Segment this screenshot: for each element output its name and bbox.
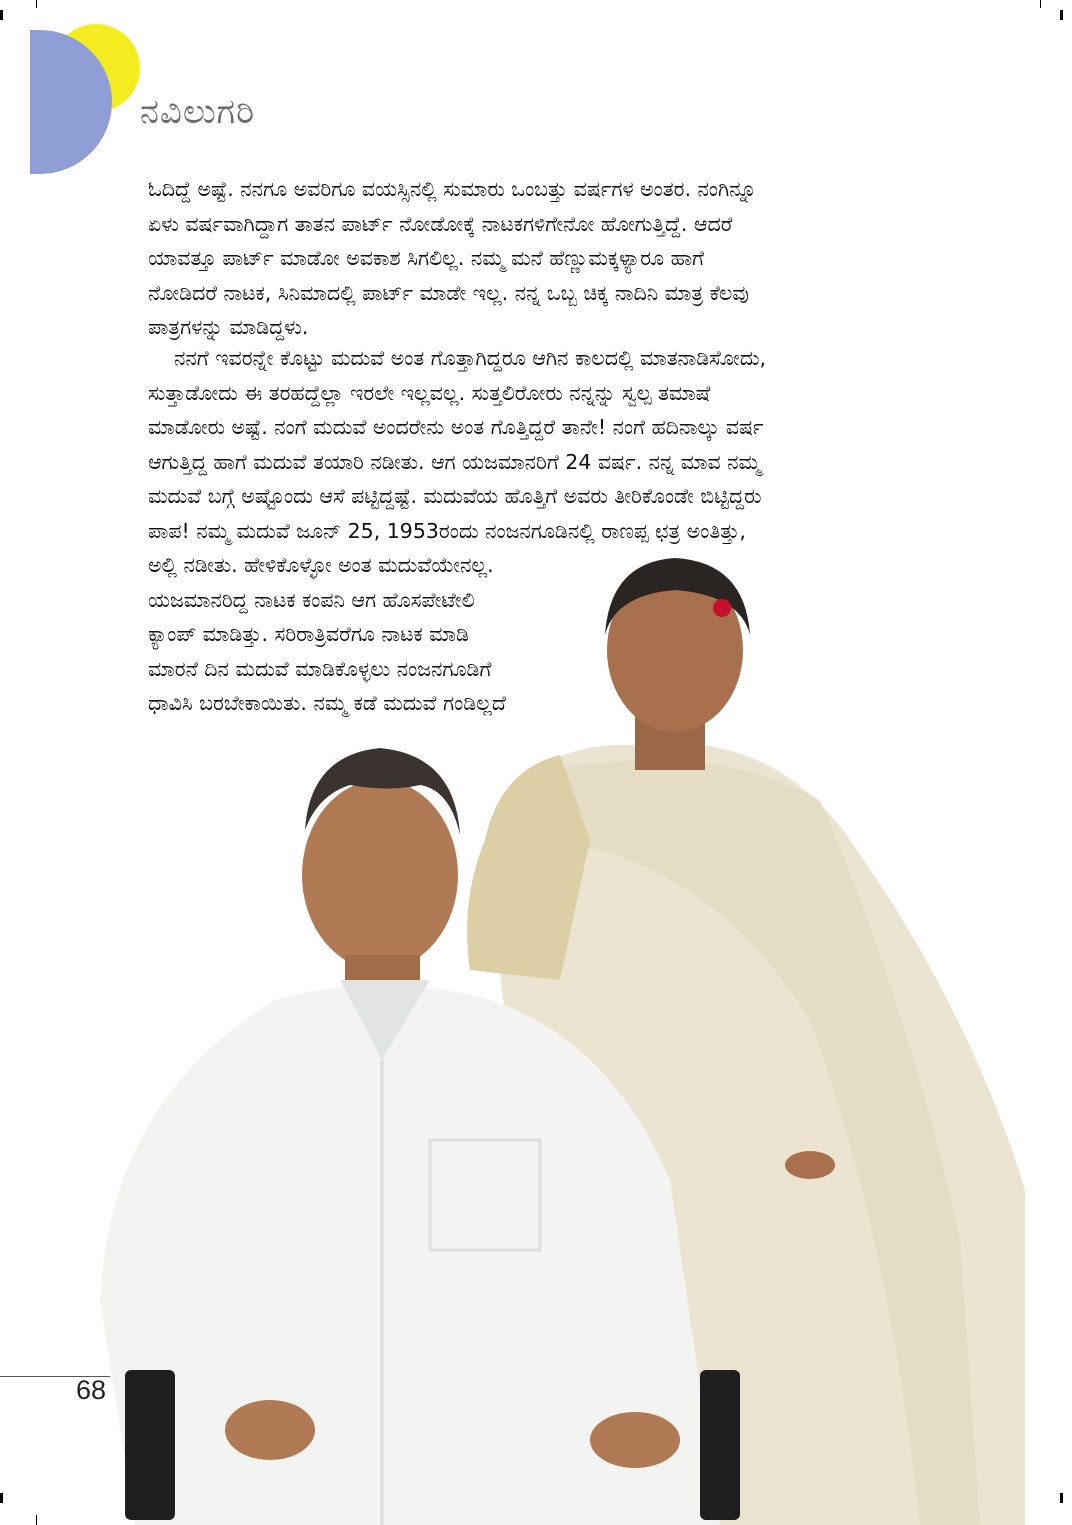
paragraph-2 xyxy=(148,341,948,548)
text-line: ಅಲ್ಲಿ ನಡೀತು. ಹೇಳಿಕೊಳ್ಳೋ ಅಂತ ಮದುವೆಯೇನಲ್ಲ. xyxy=(148,553,494,577)
text-line: ನನಗೆ ಇವರನ್ನೇ ಕೊಟ್ಟು ಮದುವೆ ಅಂತ ಗೊತ್ತಾಗಿದ್ದರೂ ಆಗಿನ ಕಾಲದಲ್ಲಿ ಮಾತನಾಡಿಸೋದು, xyxy=(174,346,767,370)
text-line: ಮಾಡೋರು ಅಷ್ಟೆ. ನಂಗೆ ಮದುವೆ ಅಂದರೇನು ಅಂತ ಗೊತ್ತಿದ್ದರೆ ತಾನೇ! ನಂಗೆ ಹದಿನಾಲ್ಕು ವರ್ಷ xyxy=(148,415,764,439)
section-title: ನವಿಲುಗರಿ xyxy=(140,92,256,132)
text-line: ಪಾಪ! ನಮ್ಮ ಮದುವೆ ಜೂನ್ 25, 1953ರಂದು ನಂಜನಗೂಡಿನಲ್ಲಿ ರಾಣಪ್ಪ ಛತ್ರ ಅಂತಿತ್ತು, xyxy=(148,518,746,543)
text-line: ಯಜಮಾನರಿದ್ದ ನಾಟಕ ಕಂಪನಿ ಆಗ ಹೊಸಪೇಟೇಲಿ xyxy=(148,587,475,612)
text-line: ಕ್ಯಾಂಪ್ ಮಾಡಿತ್ತು. ಸರಿರಾತ್ರಿವರೆಗೂ ನಾಟಕ ಮಾಡಿ xyxy=(148,622,469,646)
text-line: ಏಳು ವರ್ಷವಾಗಿದ್ದಾಗ ತಾತನ ಪಾರ್ಟ್ ನೋಡೋಕ್ಕೆ ನಾಟಕಗಳಿಗೇನೋ ಹೋಗುತ್ತಿದ್ದೆ. ಆದರೆ xyxy=(148,211,733,236)
section-logo-icon xyxy=(0,0,150,190)
text-line: ನೋಡಿದರೆ ನಾಟಕ, ಸಿನಿಮಾದಲ್ಲಿ ಪಾರ್ಟ್ ಮಾಡೇ ಇಲ್ಲ. ನನ್ನ ಒಬ್ಬ ಚಿಕ್ಕ ನಾದಿನಿ ಮಾತ್ರ ಕೆಲವು xyxy=(148,280,749,305)
paragraph-3 xyxy=(148,548,628,721)
text-line: ಮಾರನೆ ದಿನ ಮದುವೆ ಮಾಡಿಕೊಳ್ಳಲು ನಂಜನಗೂಡಿಗೆ xyxy=(148,656,492,681)
crop-mark xyxy=(1060,10,1063,20)
crop-mark xyxy=(1060,1493,1063,1503)
text-line: ಯಾವತ್ತೂ ಪಾರ್ಟ್ ಮಾಡೋ ಅವಕಾಶ ಸಿಗಲಿಲ್ಲ. ನಮ್ಮ ಮನೆ ಹೆಣ್ಣುಮಕ್ಕಳ್ಯಾರೂ ಹಾಗೆ xyxy=(148,246,704,270)
text-line: ಮದುವೆ ಬಗ್ಗೆ ಅಷ್ಟೊಂದು ಆಸೆ ಪಟ್ಟಿದ್ದಷ್ಟೆ. ಮದುವೆಯ ಹೊತ್ತಿಗೆ ಅವರು ತೀರಿಕೊಂಡೇ ಬಿಟ್ಟಿದ್ದರು xyxy=(148,484,762,508)
paragraph-1 xyxy=(148,172,948,345)
crop-mark xyxy=(36,1515,37,1525)
text-line: ಸುತ್ತಾಡೋದು ಈ ತರಹದ್ದೆಲ್ಲಾ ಇರಲೇ ಇಲ್ಲವಲ್ಲ. ಸುತ್ತಲಿರೋರು ನನ್ನನ್ನು ಸ್ವಲ್ಪ ತಮಾಷೆ xyxy=(148,380,711,405)
crop-mark xyxy=(0,1493,3,1503)
page-number: 68 xyxy=(76,1375,107,1405)
text-line: ಧಾವಿಸಿ ಬರಬೇಕಾಯಿತು. ನಮ್ಮ ಕಡೆ ಮದುವೆ ಗಂಡಿಲ್ಲದೆ xyxy=(148,691,506,715)
text-line: ಪಾತ್ರಗಳನ್ನು ಮಾಡಿದ್ದಳು. xyxy=(148,315,309,339)
text-line: ಆಗುತ್ತಿದ್ದ ಹಾಗೆ ಮದುವೆ ತಯಾರಿ ನಡೀತು. ಆಗ ಯಜಮಾನರಿಗೆ 24 ವರ್ಷ. ನನ್ನ ಮಾವ ನಮ್ಮ xyxy=(148,449,761,474)
text-line: ಓದಿದ್ದೆ ಅಷ್ಟೆ. ನನಗೂ ಅವರಿಗೂ ವಯಸ್ಸಿನಲ್ಲಿ ಸುಮಾರು ಒಂಬತ್ತು ವರ್ಷಗಳ ಅಂತರ. ನಂಗಿನ್ನೂ xyxy=(148,177,757,201)
crop-mark xyxy=(1040,0,1041,8)
